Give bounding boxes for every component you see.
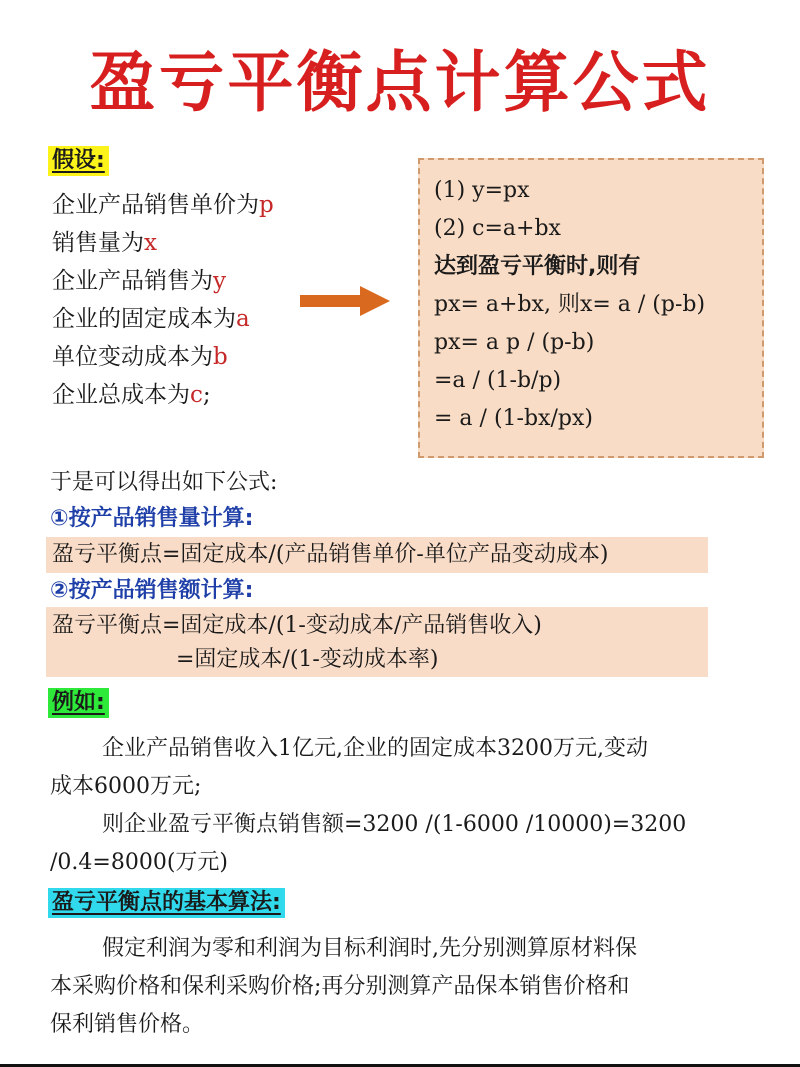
assumption-item: 企业产品销售为y [52, 268, 226, 294]
method1-title: ①按产品销售量计算: [50, 506, 254, 531]
formula-line: px= a p / (p-b) [434, 330, 595, 355]
basic-line: 假定利润为零和利润为目标利润时,先分别测算原材料保 [102, 936, 637, 961]
basic-paragraph [50, 930, 750, 1044]
page-title: 盈亏平衡点计算公式 [89, 44, 711, 121]
formula-box [418, 158, 764, 458]
assumption-item: 企业产品销售单价为p [52, 192, 274, 218]
method2-formula: =固定成本/(1-变动成本率) [176, 647, 439, 672]
assumption-item: 销售量为x [52, 230, 157, 256]
example-line: 成本6000万元; [50, 774, 202, 799]
assumption-item: 单位变动成本为b [52, 344, 228, 370]
assumption-item: 企业总成本为c; [52, 382, 211, 408]
assumption-label: 假设: [48, 146, 109, 176]
example-line: /0.4=8000(万元) [50, 850, 228, 875]
example-line: 企业产品销售收入1亿元,企业的固定成本3200万元,变动 [102, 736, 648, 761]
basic-method-label: 盈亏平衡点的基本算法: [48, 888, 285, 918]
formula-line: px= a+bx, 则x= a / (p-b) [434, 292, 706, 317]
method2-formula: 盈亏平衡点=固定成本/(1-变动成本/产品销售收入) [52, 613, 542, 638]
assumption-item: 企业的固定成本为a [52, 306, 250, 332]
example-label: 例如: [48, 688, 109, 718]
basic-line: 保利销售价格。 [50, 1012, 205, 1037]
example-line: 则企业盈亏平衡点销售额=3200 /(1-6000 /10000)=3200 [102, 812, 687, 837]
method2-title: ②按产品销售额计算: [50, 578, 254, 603]
formula-line: = a / (1-bx/px) [434, 406, 593, 431]
arrow-right-icon [300, 284, 392, 318]
formula-line: (1) y=px [434, 178, 530, 203]
assumption-list [52, 186, 274, 414]
basic-line: 本采购价格和保利采购价格;再分别测算产品保本销售价格和 [50, 974, 630, 999]
example-paragraph [50, 730, 750, 882]
formula-line: (2) c=a+bx [434, 216, 561, 241]
derive-intro: 于是可以得出如下公式: [50, 470, 278, 495]
method1-formula: 盈亏平衡点=固定成本/(产品销售单价-单位产品变动成本) [52, 542, 609, 567]
formula-heading: 达到盈亏平衡时,则有 [434, 254, 641, 279]
formula-line: =a / (1-b/p) [434, 368, 562, 393]
